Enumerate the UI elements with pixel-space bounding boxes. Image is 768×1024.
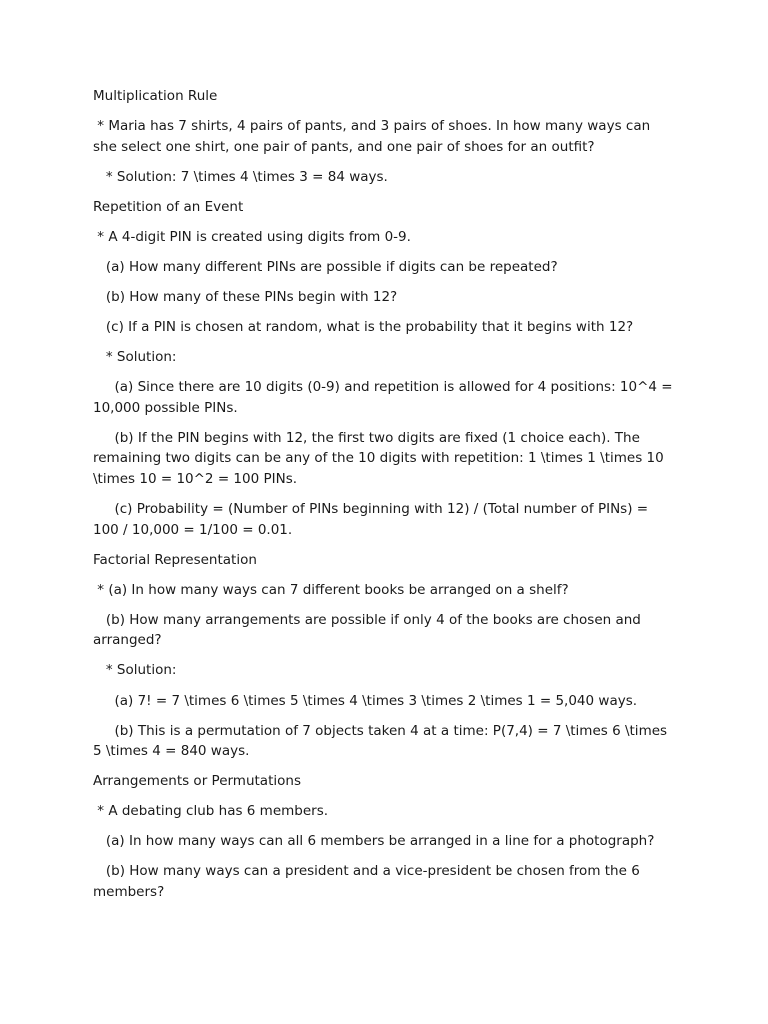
section-heading-permutations: Arrangements or Permutations [93, 773, 301, 790]
solution-label: * Solution: [93, 349, 177, 366]
solution-paragraph: (a) Since there are 10 digits (0-9) and repetition is allowed for 4 positions: 10^4 = 10,000 possible PINs. [93, 379, 677, 416]
question-paragraph: * Maria has 7 shirts, 4 pairs of pants, and 3 pairs of shoes. In how many ways can she select one shirt, one pair of pants, and one pair of shoes for an outfit? [93, 118, 655, 155]
sub-question-paragraph: (a) In how many ways can all 6 members be arranged in a line for a photograph? [93, 833, 655, 850]
solution-paragraph: (b) If the PIN begins with 12, the first two digits are fixed (1 choice each). The remaining two digits can be any of the 10 digits with repetition: 1 \times 1 \times 10 \times 10 = 10^2 = 100 PINs. [93, 429, 668, 487]
sub-question-paragraph: (b) How many of these PINs begin with 12? [93, 289, 398, 306]
question-paragraph: * A 4-digit PIN is created using digits from 0-9. [93, 228, 411, 245]
solution-paragraph: (a) 7! = 7 \times 6 \times 5 \times 4 \times 3 \times 2 \times 1 = 5,040 ways. [93, 692, 638, 709]
sub-question-paragraph: (b) How many ways can a president and a vice-president be chosen from the 6 members? [93, 863, 645, 900]
question-paragraph: * A debating club has 6 members. [93, 803, 329, 820]
sub-question-paragraph: (c) If a PIN is chosen at random, what is the probability that it begins with 12? [93, 319, 634, 336]
solution-label: * Solution: [93, 662, 177, 679]
solution-paragraph: (b) This is a permutation of 7 objects taken 4 at a time: P(7,4) = 7 \times 6 \times 5 \times 4 = 840 ways. [93, 722, 672, 760]
solution-paragraph: * Solution: 7 \times 4 \times 3 = 84 ways. [93, 168, 388, 185]
section-heading-repetition: Repetition of an Event [93, 198, 244, 215]
sub-question-paragraph: (a) How many different PINs are possible if digits can be repeated? [93, 258, 558, 275]
section-heading-multiplication-rule: Multiplication Rule [93, 88, 218, 104]
solution-paragraph: (c) Probability = (Number of PINs beginning with 12) / (Total number of PINs) = 100 / 10,000 = 1/100 = 0.01. [93, 501, 653, 538]
question-paragraph: * (a) In how many ways can 7 different books be arranged on a shelf? [93, 581, 569, 598]
sub-question-paragraph: (b) How many arrangements are possible if only 4 of the books are chosen and arranged? [93, 611, 646, 649]
section-heading-factorial: Factorial Representation [93, 551, 257, 568]
document-body [93, 86, 677, 912]
